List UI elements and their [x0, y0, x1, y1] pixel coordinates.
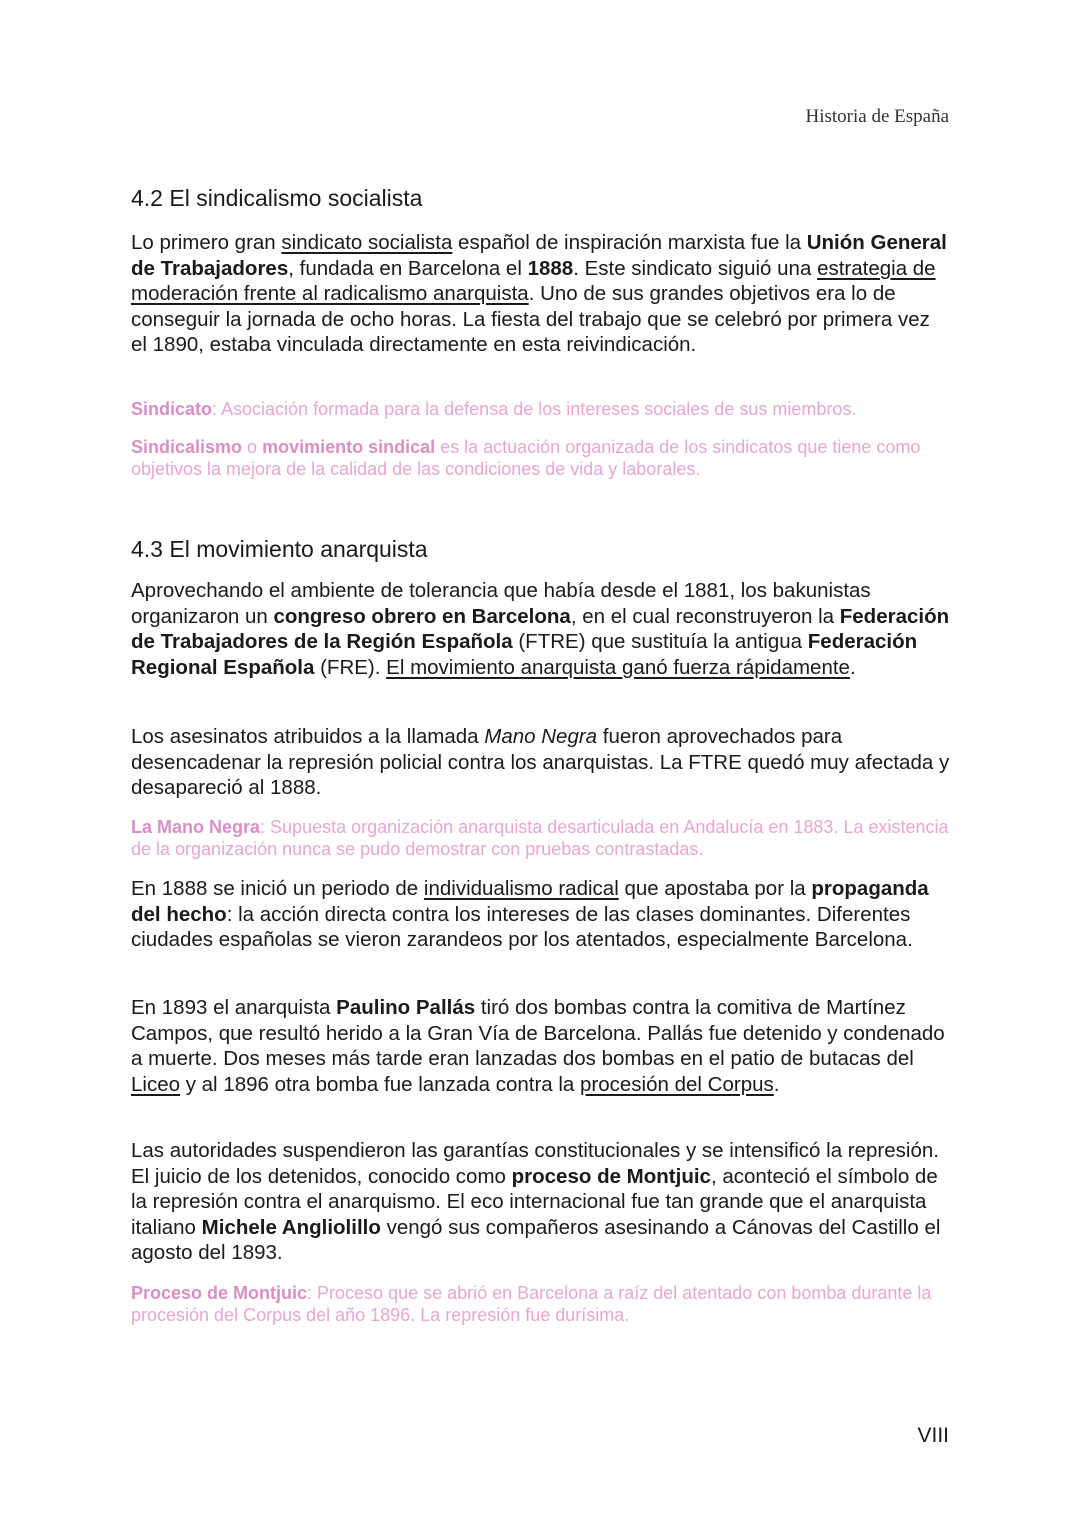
underlined-term: Liceo [131, 1072, 181, 1096]
section-heading-4-3: 4.3 El movimiento anarquista [131, 536, 428, 562]
italic-term: Mano Negra [484, 725, 598, 748]
paragraph-pallas: En 1893 el anarquista Paulino Pallás tiró dos bombas contra la comitiva de Martínez Campos, que resultó herido a la Gran Vía de Barcelona. Pallás fue detenido y condenado a muerte. Dos meses más tarde eran lanzadas dos bombas en el patio de butacas del Liceo y al 1896 otra bomba fue lanzada contra la procesión del Corpus. [131, 996, 945, 1096]
bold-term: Federación Regional Española [131, 630, 918, 679]
underlined-term: estrategia de moderación frente al radicalismo anarquista [131, 256, 936, 306]
bold-term: 1888 [527, 256, 574, 280]
bold-term: Unión General de Trabajadores [131, 231, 947, 280]
page-number: VIII [917, 1424, 949, 1447]
bold-term: congreso obrero en Barcelona [273, 604, 571, 628]
definition-sindicalismo: Sindicalismo o movimiento sindical es la actuación organizada de los sindicatos que tiene como objetivos la mejora de la calidad de las condiciones de vida y laborales. [131, 437, 921, 479]
paragraph-montjuic: Las autoridades suspendieron las garantías constitucionales y se intensificó la represión. El juicio de los detenidos, conocido como proceso de Montjuic, aconteció el símbolo de la represión contra el anarquismo. El eco internacional fue tan grande que el anarquista italiano Michele Angliolillo vengó sus compañeros asesinando a Cánovas del Castillo el agosto del 1893. [131, 1139, 941, 1265]
underlined-term: sindicato socialista [281, 231, 453, 254]
bold-term: proceso de Montjuic [511, 1164, 711, 1188]
section-heading-4-2: 4.2 El sindicalismo socialista [131, 185, 423, 211]
paragraph-individualismo: En 1888 se inició un periodo de individualismo radical que apostaba por la propaganda del hecho: la acción directa contra los intereses de las clases dominantes. Diferentes ciudades españolas se vieron zarandeos por los atentados, especialmente Barcelona. [131, 877, 929, 952]
paragraph-ftre: Aprovechando el ambiente de tolerancia que había desde el 1881, los bakunistas organizaron un congreso obrero en Barcelona, en el cual reconstruyeron la Federación de Trabajadores de la Región Española (FTRE) que sustituía la antigua Federación Regional Española (FRE). El movimiento anarquista ganó fuerza rápidamente. [131, 579, 950, 679]
bold-term: Paulino Pallás [336, 996, 476, 1019]
underlined-term: individualismo radical [423, 877, 619, 900]
definition-proceso-montjuic: Proceso de Montjuic: Proceso que se abrió en Barcelona a raíz del atentado con bomba durante la procesión del Corpus del año 1896. La represión fue durísima. [131, 1283, 932, 1325]
definition-mano-negra: La Mano Negra: Supuesta organización anarquista desarticulada en Andalucía en 1883. La existencia de la organización nunca se pudo demostrar con pruebas contrastadas. [131, 817, 949, 859]
underlined-term: procesión del Corpus [580, 1072, 774, 1096]
paragraph-ugt: Lo primero gran sindicato socialista español de inspiración marxista fue la Unión General de Trabajadores, fundada en Barcelona el 1888. Este sindicato siguió una estrategia de moderación frente al radicalismo anarquista. Uno de sus grandes objetivos era lo de conseguir la jornada de ocho horas. La fiesta del trabajo que se celebró por primera vez el 1890, estaba vinculada directamente en esta reivindicación. [131, 231, 947, 357]
bold-term: Michele Angliolillo [201, 1215, 381, 1239]
running-header: Historia de España [805, 106, 949, 127]
bold-term: propaganda del hecho [131, 877, 929, 926]
underlined-term: El movimiento anarquista ganó fuerza rápidamente [386, 655, 850, 679]
bold-term: Federación de Trabajadores de la Región Española [131, 604, 950, 654]
paragraph-mano-negra: Los asesinatos atribuidos a la llamada Mano Negra fueron aprovechados para desencadenar la represión policial contra los anarquistas. La FTRE quedó muy afectada y desapareció al 1888. [131, 725, 950, 800]
definition-sindicato: Sindicato: Asociación formada para la defensa de los intereses sociales de sus miembros. [131, 399, 857, 419]
